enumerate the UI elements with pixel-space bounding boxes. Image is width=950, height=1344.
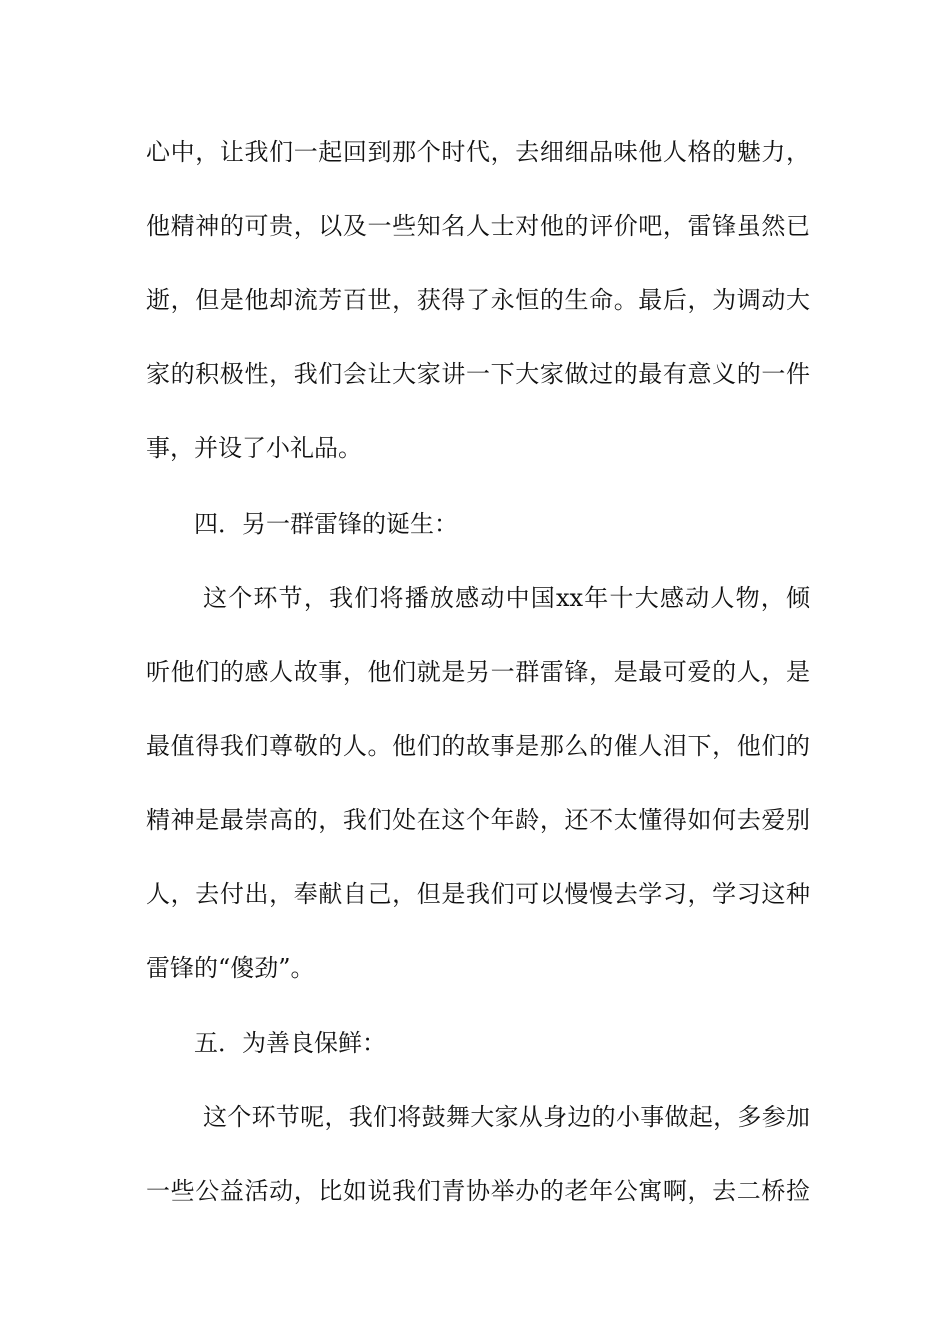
section-heading: 四．另一群雷锋的诞生： — [194, 510, 458, 538]
body-text-line: 他精神的可贵，以及一些知名人士对他的评价吧，雷锋虽然已 — [146, 212, 810, 240]
body-text-line: 精神是最崇高的，我们处在这个年龄，还不太懂得如何去爱别 — [146, 806, 810, 834]
body-text-line: 逝，但是他却流芳百世，获得了永恒的生命。最后，为调动大 — [146, 286, 810, 314]
body-text-line: 听他们的感人故事，他们就是另一群雷锋，是最可爱的人，是 — [146, 658, 810, 686]
body-text-line: 雷锋的“傻劲”。 — [146, 954, 315, 982]
paragraph-first-line: 这个环节，我们将播放感动中国xx年十大感动人物，倾 — [203, 584, 810, 612]
body-text-line: 家的积极性，我们会让大家讲一下大家做过的最有意义的一件 — [146, 360, 810, 388]
body-text-line: 事，并设了小礼品。 — [146, 434, 362, 462]
body-text-line: 一些公益活动，比如说我们青协举办的老年公寓啊，去二桥捡 — [146, 1177, 810, 1205]
paragraph-first-line: 这个环节呢，我们将鼓舞大家从身边的小事做起，多参加 — [203, 1103, 810, 1131]
section-heading: 五．为善良保鲜： — [194, 1029, 386, 1057]
body-text-line: 最值得我们尊敬的人。他们的故事是那么的催人泪下，他们的 — [146, 732, 810, 760]
body-text-line: 心中，让我们一起回到那个时代，去细细品味他人格的魅力， — [146, 138, 810, 166]
body-text-line: 人，去付出，奉献自己，但是我们可以慢慢去学习，学习这种 — [146, 880, 810, 908]
